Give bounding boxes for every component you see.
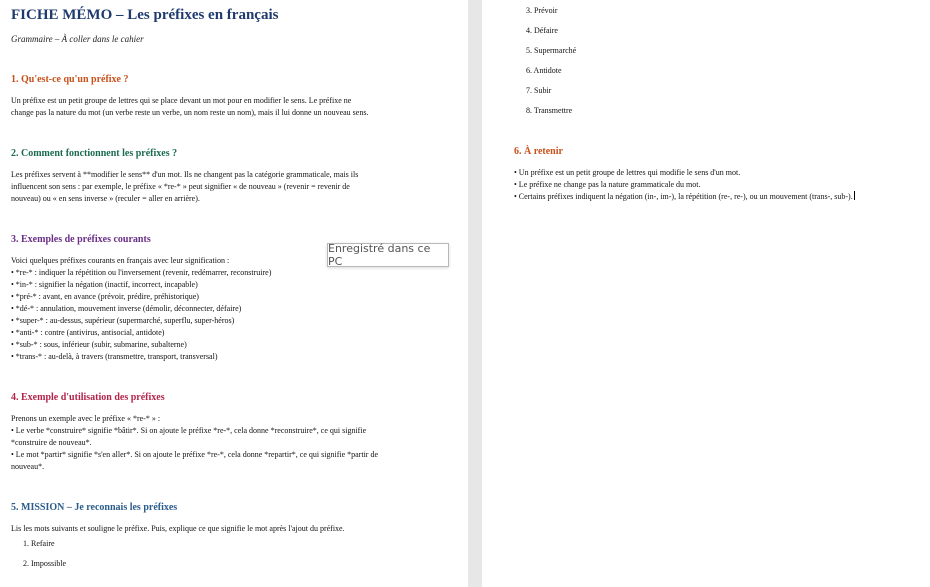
recap-list-item[interactable]: • Le préfixe ne change pas la nature grammaticale du mot. [514, 180, 701, 189]
document-subtitle[interactable]: Grammaire – À coller dans le cahier [11, 34, 144, 44]
prefix-list-item[interactable]: • *in-* : signifier la négation (inactif, incorrect, incapable) [11, 280, 198, 289]
section-4-line[interactable]: • Le mot *partir* signifie *s'en aller*. Si on ajoute le préfixe *re-*, cela donne *repartir*, ce qui signifie *partir de [11, 450, 379, 459]
recap-list-item-text[interactable]: • Certains préfixes indiquent la négation (in-, im-), la répétition (re-, re-), ou un mouvement (trans-, sub-). [514, 192, 853, 201]
mission-word-item[interactable]: 8. Transmettre [526, 106, 573, 115]
section-6-heading[interactable]: 6. À retenir [514, 146, 563, 157]
recap-list-item[interactable] [514, 191, 855, 203]
mission-word-item[interactable]: 4. Défaire [526, 26, 558, 35]
document-title[interactable]: FICHE MÉMO – Les préfixes en français [11, 7, 279, 23]
section-4-line[interactable]: Prenons un exemple avec le préfixe « *re-* » : [11, 414, 161, 423]
section-1-heading[interactable]: 1. Qu'est-ce qu'un préfixe ? [11, 74, 129, 85]
section-2-heading[interactable]: 2. Comment fonctionnent les préfixes ? [11, 148, 178, 159]
section-2-line[interactable]: nouveau) ou « en sens inverse » (reculer = aller en arrière). [11, 194, 200, 203]
section-2-line[interactable]: influencent son sens : par exemple, le préfixe « *re-* » peut signifier « de nouveau » (revenir = revenir de [11, 182, 350, 191]
mission-word-item[interactable]: 2. Impossible [23, 559, 67, 568]
section-1-line[interactable]: Un préfixe est un petit groupe de lettres qui se place devant un mot pour en modifier le sens. Le préfixe ne [11, 96, 352, 105]
recap-list-item[interactable]: • Un préfixe est un petit groupe de lettres qui modifie le sens d'un mot. [514, 168, 741, 177]
prefix-list-item[interactable]: • *anti-* : contre (antivirus, antisocial, antidote) [11, 328, 165, 337]
mission-word-item[interactable]: 5. Supermarché [526, 46, 577, 55]
section-5-heading[interactable]: 5. MISSION – Je reconnais les préfixes [11, 502, 178, 513]
section-4-line[interactable]: • Le verbe *construire* signifie *bâtir*. Si on ajoute le préfixe *re-*, cela donne *reconstruire*, ce qui signifie [11, 426, 367, 435]
prefix-list-item[interactable]: • *pré-* : avant, en avance (prévoir, prédire, préhistorique) [11, 292, 199, 301]
text-cursor [854, 191, 855, 200]
section-2-line[interactable]: Les préfixes servent à **modifier le sens** d'un mot. Ils ne changent pas la catégorie grammaticale, mais ils [11, 170, 359, 179]
mission-word-item[interactable]: 3. Prévoir [526, 6, 558, 15]
section-4-line[interactable]: *construire de nouveau*. [11, 438, 92, 447]
section-3-intro[interactable]: Voici quelques préfixes courants en français avec leur signification : [11, 256, 230, 265]
section-5-intro[interactable]: Lis les mots suivants et souligne le préfixe. Puis, explique ce que signifie le mot après l'ajout du préfixe. [11, 524, 345, 533]
section-4-line[interactable]: nouveau*. [11, 462, 45, 471]
mission-word-item[interactable]: 6. Antidote [526, 66, 562, 75]
prefix-list-item[interactable]: • *sub-* : sous, inférieur (subir, submarine, subalterne) [11, 340, 187, 349]
saved-notification: Enregistré dans ce PC [327, 243, 449, 267]
prefix-list-item[interactable]: • *super-* : au-dessus, supérieur (supermarché, superflu, super-héros) [11, 316, 235, 325]
mission-word-item[interactable]: 1. Refaire [23, 539, 55, 548]
prefix-list-item[interactable]: • *trans-* : au-delà, à travers (transmettre, transport, transversal) [11, 352, 218, 361]
prefix-list-item[interactable]: • *re-* : indiquer la répétition ou l'inversement (revenir, redémarrer, reconstruire) [11, 268, 272, 277]
prefix-list-item[interactable]: • *dé-* : annulation, mouvement inverse (démolir, déconnecter, défaire) [11, 304, 242, 313]
section-4-heading[interactable]: 4. Exemple d'utilisation des préfixes [11, 392, 165, 403]
section-1-line[interactable]: change pas la nature du mot (un verbe reste un verbe, un nom reste un nom), mais il lui donne un nouveau sens. [11, 108, 369, 117]
document-page-2 [482, 0, 930, 587]
mission-word-item[interactable]: 7. Subir [526, 86, 552, 95]
section-3-heading[interactable]: 3. Exemples de préfixes courants [11, 234, 151, 245]
